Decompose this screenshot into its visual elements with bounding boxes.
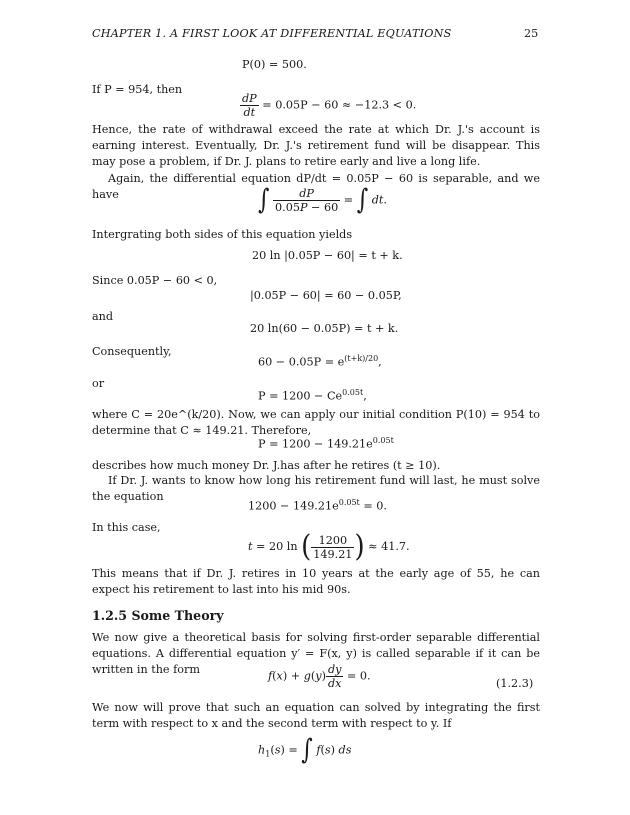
paragraph-and: and <box>92 310 114 323</box>
fraction-dp-dt: $\frac{dP}{dt}$ <box>242 92 257 119</box>
integral-sign-h1: ∫ <box>301 734 313 767</box>
paragraph-means: This means that if Dr. J. retires in 10 years at the early age of 55, he can expect his retirement to last into his mid 90s. <box>92 567 540 597</box>
equation-derivative-value <box>240 92 416 119</box>
derivative-rhs: = 0.05P − 60 ≈ −12.3 < 0. <box>262 98 417 112</box>
paragraph-in-case: In this case, <box>92 521 161 534</box>
solve-base: 1200 − 149.21e <box>248 499 339 513</box>
equation-particular-solution <box>258 436 394 451</box>
paragraph-integrating: Intergrating both sides of this equation yields <box>92 228 353 241</box>
paragraph-hence: Hence, the rate of withdrawal exceed the rate at which Dr. J.'s account is earning interest. Eventually, Dr. J.'s retirement fund will be disappear. This may pose a problem, if Dr. J. plans to retire early and live a long life. <box>92 123 540 169</box>
equals-sign: = <box>343 193 354 207</box>
paragraph-since: Since 0.05P − 60 < 0, <box>92 274 218 287</box>
equation-general-solution: $P = 1200 - Ce^{0.05t}$, <box>258 388 367 403</box>
exp-exponent: (t+k)/20 <box>344 354 379 363</box>
dt-term: dt. <box>371 193 387 207</box>
particular-base: P = 1200 − 149.21e <box>258 437 373 451</box>
integral-sign-right: ∫ <box>356 184 369 217</box>
paragraph-consequently: Consequently, <box>92 345 172 358</box>
equation-initial-condition: P(0) = 500. <box>242 58 307 71</box>
equation-ln-abs: 20 ln |0.05P − 60| = t + k. <box>252 249 403 262</box>
section-title: 1.2.5 Some Theory <box>92 608 224 623</box>
fraction-dp-over-expr: $\frac{dP}{0.05P - 60}$ <box>275 187 339 214</box>
integral-sign: ∫ <box>258 184 270 217</box>
equation-h1-definition: $h_1(s)$ = ∫ f(s) ds <box>258 734 352 767</box>
paragraph-where: where C = 20e^(k/20). Now, we can apply our initial condition P(10) = 954 to determine that C ≈ 149.21. Therefore, <box>92 408 540 438</box>
general-base: P = 1200 − Ce <box>258 389 343 403</box>
particular-exponent: 0.05t <box>372 436 394 445</box>
solve-exponent: 0.05t <box>338 498 360 507</box>
paragraph-if-p: If P = 954, then <box>92 83 183 96</box>
exp-base: 60 − 0.05P = e <box>258 355 345 369</box>
paragraph-prove: We now will prove that such an equation can solved by integrating the first term with respect to x and the second term with respect to y. If <box>92 701 540 731</box>
equation-abs-value: |0.05P − 60| = 60 − 0.05P, <box>250 289 402 302</box>
chapter-header: CHAPTER 1. A FIRST LOOK AT DIFFERENTIAL EQUATIONS <box>92 27 452 40</box>
equation-exponential: $60 - 0.05P = e^{(t+k)/20}$, <box>258 354 382 369</box>
fraction-1200-over-14921: $\frac{1200}{149.21}$ <box>313 533 353 561</box>
paragraph-theory: We now give a theoretical basis for solving first-order separable differential equations. A differential equation y′ = F(x, y) is called separable if it can be written in the form <box>92 631 540 677</box>
fraction-dy-dx: $\frac{dy}{dx}$ <box>327 663 342 690</box>
paragraph-or: or <box>92 377 105 390</box>
general-exponent: 0.05t <box>342 388 364 397</box>
paragraph-describes: describes how much money Dr. J.has after he retires (t ≥ 10). <box>92 459 441 472</box>
equation-t-result: t = 20 ln ( $\frac{1200}{149.21}$ ) ≈ 41.7. <box>248 529 410 565</box>
t-approx: ≈ 41.7. <box>368 540 410 553</box>
equation-separable-form: f(x) + g(y) $\frac{dy}{dx}$ = 0. <box>268 663 371 690</box>
equation-separated-integral <box>258 184 387 217</box>
equation-label: (1.2.3) <box>496 677 534 690</box>
equation-ln: 20 ln(60 − 0.05P) = t + k. <box>250 322 399 335</box>
paragraph-if-drj: If Dr. J. wants to know how long his retirement fund will last, he must solve the equation <box>92 474 540 504</box>
page-number: 25 <box>524 27 539 40</box>
paragraph-again: Again, the differential equation dP/dt = 0.05P − 60 is separable, and we have <box>92 172 540 202</box>
equation-solve-zero: $1200 - 149.21e^{0.05t} = 0$. <box>248 498 387 513</box>
